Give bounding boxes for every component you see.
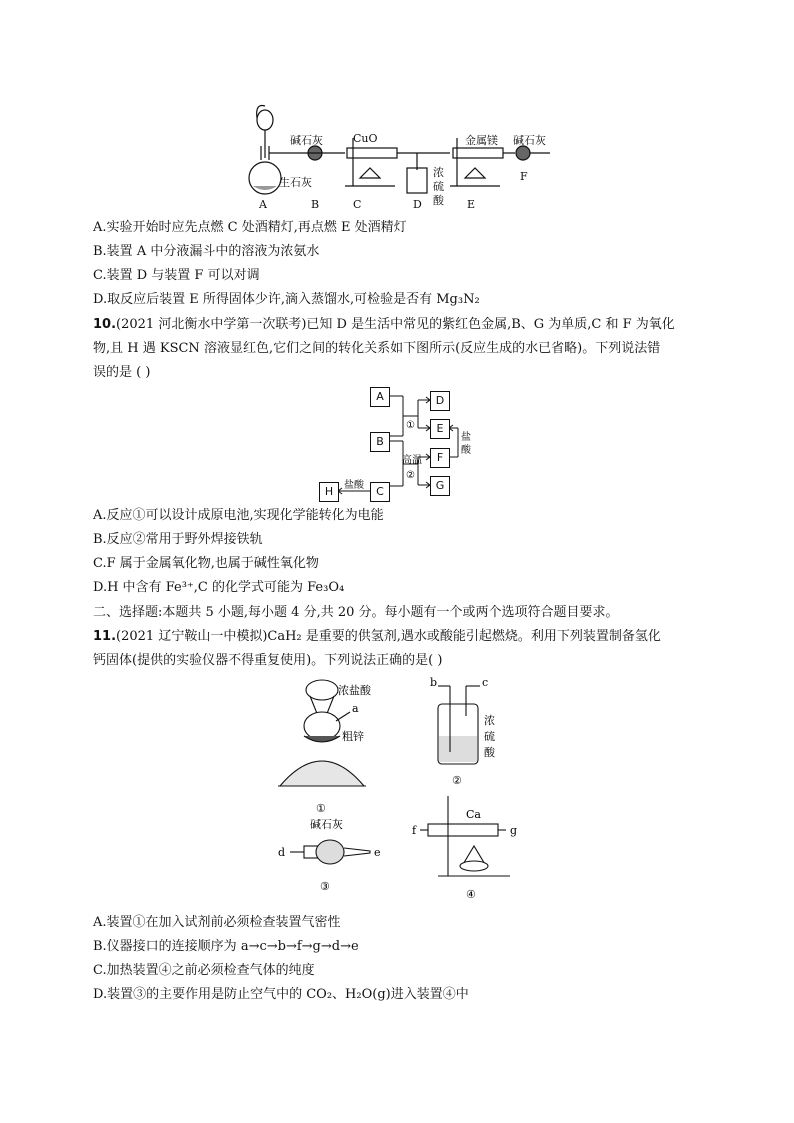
q11-stem-1: 11.(2021 辽宁鞍山一中模拟)CaH₂ 是重要的供氢剂,遇水或酸能引起燃烧。利用下列装置制备氢化: [93, 629, 661, 644]
label-e: e: [374, 846, 381, 859]
letter-b: B: [311, 198, 320, 211]
section-2-heading: 二、选择题:本题共 5 小题,每小题 4 分,共 20 分。每小题有一个或两个选项符合题目要求。: [93, 605, 619, 620]
q11-option-b: B.仪器接口的连接顺序为 a→c→b→f→g→d→e: [93, 939, 359, 954]
reaction-1-label: ①: [406, 420, 415, 431]
letter-f: F: [520, 170, 528, 183]
label-jianshihui-b: 碱石灰: [290, 134, 323, 147]
q9-option-a: A.实验开始时应先点燃 C 处酒精灯,再点燃 E 处酒精灯: [93, 220, 407, 235]
q11-number: 11.: [93, 629, 117, 644]
label-cuo: CuO: [353, 132, 378, 145]
node-h: H: [319, 482, 339, 502]
label-suan: 酸: [433, 194, 444, 207]
node-g: G: [430, 476, 450, 496]
label-cuxin: 粗锌: [342, 730, 364, 743]
q10-stem-1: 10.(2021 河北衡水中学第一次联考)已知 D 是生活中常见的紫红色金属,B、G 为单质,C 和 F 为氧化: [93, 317, 675, 332]
q10-transformation-diagram: [318, 386, 488, 506]
label-jianshihui-3: 碱石灰: [310, 818, 343, 831]
fig-number-4: ④: [466, 888, 476, 901]
hcl-label-1: 盐: [461, 432, 471, 443]
letter-d: D: [413, 198, 422, 211]
label-b: b: [430, 676, 438, 689]
label-c: c: [482, 676, 489, 689]
node-d: D: [430, 391, 450, 411]
q10-stem-2: 物,且 H 遇 KSCN 溶液显红色,它们之间的转化关系如下图所示(反应生成的水已省略)。下列说法错: [93, 341, 661, 356]
label-nongyansuan: 浓盐酸: [338, 684, 371, 697]
q10-option-c: C.F 属于金属氧化物,也属于碱性氧化物: [93, 556, 319, 571]
label-d: d: [278, 846, 286, 859]
label-f: f: [412, 824, 417, 837]
letter-c: C: [353, 198, 362, 211]
q10-option-a: A.反应①可以设计成原电池,实现化学能转化为电能: [93, 508, 384, 523]
fig-number-1: ①: [316, 802, 326, 815]
label-nong: 浓: [433, 166, 444, 179]
letter-a: A: [259, 198, 267, 211]
letter-e: E: [467, 198, 476, 211]
label-suan-2: 酸: [484, 746, 495, 759]
label-a: a: [352, 702, 359, 715]
q10-number: 10.: [93, 317, 117, 332]
q11-apparatus-figure: [270, 676, 550, 906]
q9-option-c: C.装置 D 与装置 F 可以对调: [93, 268, 260, 283]
label-jinshumei: 金属镁: [465, 134, 498, 147]
q10-option-b: B.反应②常用于野外焊接铁轨: [93, 532, 263, 547]
reaction-2-label: ②: [406, 470, 415, 481]
fig-number-2: ②: [452, 774, 462, 787]
q10-option-d: D.H 中含有 Fe³⁺,C 的化学式可能为 Fe₃O₄: [93, 580, 345, 595]
fig-number-3: ③: [320, 880, 330, 893]
node-b: B: [370, 432, 390, 452]
label-jianshihui-f: 碱石灰: [513, 134, 546, 147]
q11-option-c: C.加热装置④之前必须检查气体的纯度: [93, 963, 315, 978]
hcl-label-2: 酸: [461, 445, 471, 456]
q10-stem-3: 误的是 ( ): [93, 365, 151, 380]
label-ca: Ca: [466, 808, 481, 821]
label-liu-2: 硫: [484, 730, 495, 743]
label-nong-2: 浓: [484, 714, 495, 727]
q9-option-d: D.取反应后装置 E 所得固体少许,滴入蒸馏水,可检验是否有 Mg₃N₂: [93, 292, 480, 307]
q11-option-d: D.装置③的主要作用是防止空气中的 CO₂、H₂O(g)进入装置④中: [93, 987, 469, 1002]
gaowen-label: 高温: [402, 455, 422, 466]
label-liu: 硫: [433, 180, 444, 193]
node-e: E: [430, 419, 450, 439]
node-a: A: [370, 387, 390, 407]
label-g: g: [510, 824, 518, 837]
q9-option-b: B.装置 A 中分液漏斗中的溶液为浓氨水: [93, 244, 320, 259]
node-c: C: [370, 482, 390, 502]
node-f: F: [430, 448, 450, 468]
q11-stem-2: 钙固体(提供的实验仪器不得重复使用)。下列说法正确的是( ): [93, 653, 443, 668]
hcl-label-h: 盐酸: [344, 480, 364, 491]
label-shengshihui: 生石灰: [279, 176, 312, 189]
q11-option-a: A.装置①在加入试剂前必须检查装置气密性: [93, 915, 341, 930]
